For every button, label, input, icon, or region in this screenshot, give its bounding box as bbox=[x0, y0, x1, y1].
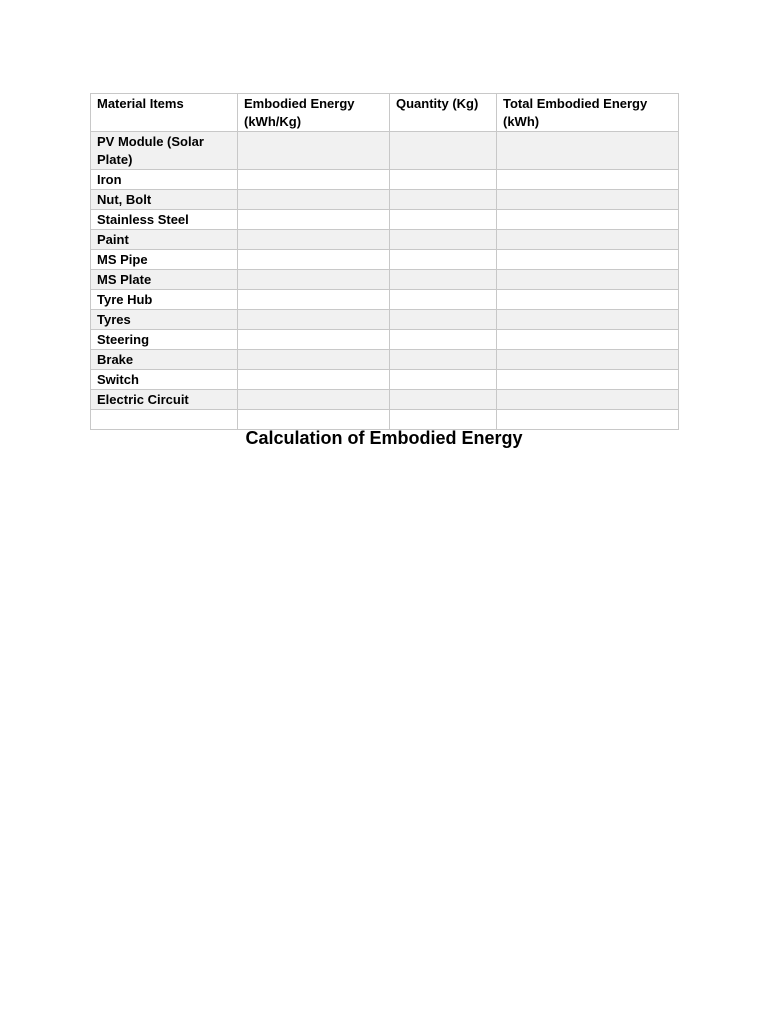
total-energy-cell bbox=[497, 230, 679, 250]
table-row bbox=[91, 210, 679, 230]
material-cell: Stainless Steel bbox=[91, 210, 238, 230]
quantity-cell bbox=[390, 330, 497, 350]
table-row bbox=[91, 290, 679, 310]
total-energy-cell bbox=[497, 210, 679, 230]
total-energy-cell bbox=[497, 330, 679, 350]
total-energy-cell bbox=[497, 170, 679, 190]
total-energy-cell bbox=[497, 270, 679, 290]
material-cell: Brake bbox=[91, 350, 238, 370]
quantity-cell bbox=[390, 132, 497, 170]
quantity-cell bbox=[390, 230, 497, 250]
table-row bbox=[91, 370, 679, 390]
table-row bbox=[91, 270, 679, 290]
material-cell: Tyre Hub bbox=[91, 290, 238, 310]
embodied-energy-cell bbox=[238, 190, 390, 210]
total-energy-cell bbox=[497, 310, 679, 330]
header-total-embodied-energy: Total Embodied Energy (kWh) bbox=[497, 94, 679, 132]
table-row bbox=[91, 330, 679, 350]
table-caption: Calculation of Embodied Energy bbox=[245, 428, 523, 448]
quantity-cell bbox=[390, 210, 497, 230]
quantity-cell bbox=[390, 190, 497, 210]
embodied-energy-cell bbox=[238, 132, 390, 170]
table-row bbox=[91, 132, 679, 170]
total-energy-cell bbox=[497, 250, 679, 270]
quantity-cell bbox=[390, 270, 497, 290]
table-row bbox=[91, 230, 679, 250]
material-cell: Electric Circuit bbox=[91, 390, 238, 410]
embodied-energy-cell bbox=[238, 230, 390, 250]
total-energy-cell bbox=[497, 190, 679, 210]
embodied-energy-cell bbox=[238, 250, 390, 270]
material-cell: PV Module (Solar Plate) bbox=[91, 132, 238, 170]
header-material-items: Material Items bbox=[91, 94, 238, 132]
table-row bbox=[91, 350, 679, 370]
quantity-cell bbox=[390, 290, 497, 310]
table-row bbox=[91, 190, 679, 210]
embodied-energy-cell bbox=[238, 350, 390, 370]
header-embodied-energy: Embodied Energy (kWh/Kg) bbox=[238, 94, 390, 132]
embodied-energy-cell bbox=[238, 210, 390, 230]
material-cell: Iron bbox=[91, 170, 238, 190]
quantity-cell bbox=[390, 350, 497, 370]
table-row bbox=[91, 250, 679, 270]
total-energy-cell bbox=[497, 390, 679, 410]
material-cell: MS Pipe bbox=[91, 250, 238, 270]
table-row bbox=[91, 170, 679, 190]
material-cell: MS Plate bbox=[91, 270, 238, 290]
embodied-energy-cell bbox=[238, 370, 390, 390]
embodied-energy-cell bbox=[238, 330, 390, 350]
quantity-cell bbox=[390, 370, 497, 390]
total-energy-cell bbox=[497, 350, 679, 370]
total-energy-cell bbox=[497, 290, 679, 310]
header-quantity: Quantity (Kg) bbox=[390, 94, 497, 132]
total-energy-cell bbox=[497, 132, 679, 170]
quantity-cell bbox=[390, 390, 497, 410]
quantity-cell bbox=[390, 310, 497, 330]
embodied-energy-cell bbox=[238, 170, 390, 190]
quantity-cell bbox=[390, 170, 497, 190]
embodied-energy-cell bbox=[238, 290, 390, 310]
material-cell: Switch bbox=[91, 370, 238, 390]
embodied-energy-cell bbox=[238, 270, 390, 290]
embodied-energy-cell bbox=[238, 310, 390, 330]
material-cell: Steering bbox=[91, 330, 238, 350]
material-cell: Nut, Bolt bbox=[91, 190, 238, 210]
embodied-energy-cell bbox=[238, 390, 390, 410]
table-header-row bbox=[91, 94, 679, 132]
embodied-energy-table bbox=[90, 93, 679, 430]
quantity-cell bbox=[390, 250, 497, 270]
table-row bbox=[91, 310, 679, 330]
table-row bbox=[91, 390, 679, 410]
material-cell: Paint bbox=[91, 230, 238, 250]
material-cell: Tyres bbox=[91, 310, 238, 330]
total-energy-cell bbox=[497, 370, 679, 390]
